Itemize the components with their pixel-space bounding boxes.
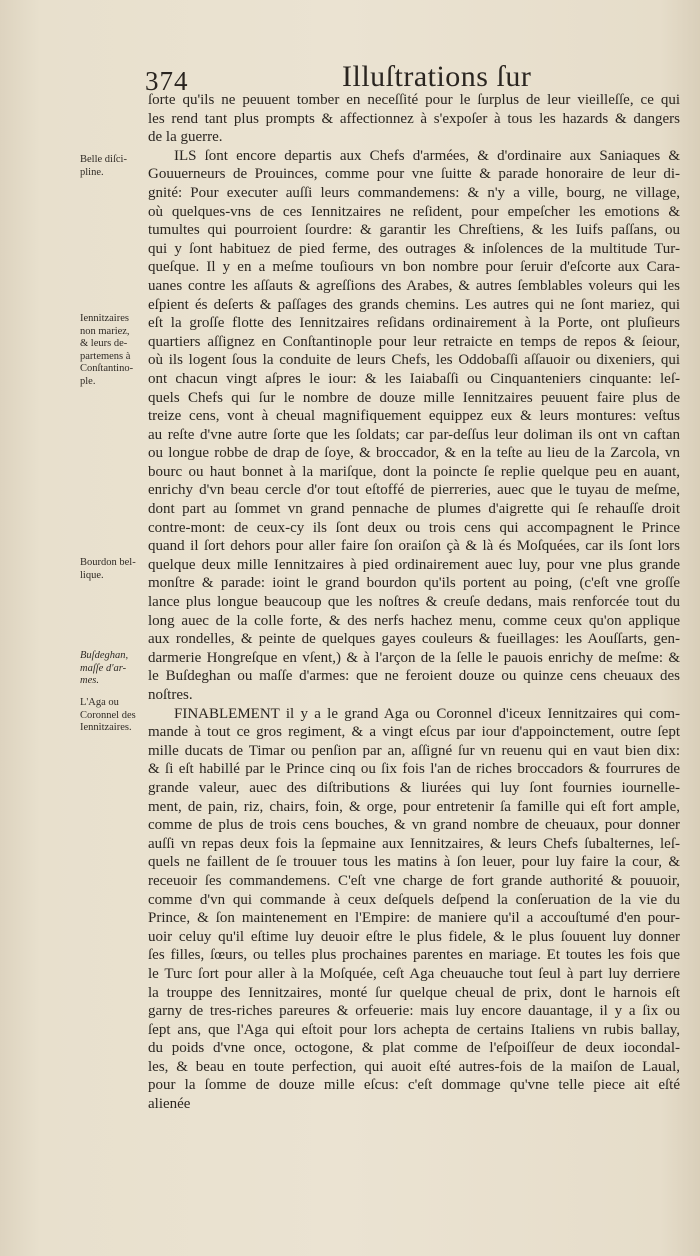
margin-note-line: Buſdeghan, xyxy=(80,650,129,661)
text-line: où ils logent ſous la conduite de leurs Chefs, les Oddobaſſi aſſauoir ou dixeniers, qui xyxy=(148,352,680,369)
text-line: grande valeur, auec des diſtributions & liurées qui luy ſont fournies iournelle- xyxy=(148,779,680,796)
running-title: Illuſtrations ſur xyxy=(342,60,532,93)
text-line: ment, de pain, riz, chairs, foin, & orge, pour entretenir ſa famille qui eſt fort ample, xyxy=(148,798,680,815)
text-line: dont part au ſommet vn grand pennache de plumes d'aigrette qui ſe rehauſſe droit xyxy=(148,501,680,518)
text-line: du poids d'vne once, octogone, & plat comme de l'eſpoiſſeur de deux iocondal- xyxy=(148,1040,680,1057)
margin-note-line: Conſtantino- xyxy=(80,363,134,374)
text-line: mande à tout ce gros regiment, & a vingt eſcus par iour d'appoinctement, outre ſept xyxy=(148,724,680,741)
text-line: mille ducats de Timar ou penſion par an, aſſigné ſur vn reuenu qui en vaut bien dix: xyxy=(148,742,680,759)
text-line: enrichy d'vn beau cercle d'or tout eſtoffé de pierreries, auec que le tuyau de meſme, xyxy=(148,482,680,499)
margin-note xyxy=(80,557,146,582)
margin-note-line: lique. xyxy=(80,569,104,581)
margin-note-line: Belle diſci- xyxy=(80,154,127,165)
text-line: les rend tant plus prompts & affectionnez à s'expoſer à tous les hazards & dangers xyxy=(148,110,680,127)
text-line: ou longue robbe de drap de ſoye, & broccador, & en la teſte au lieu de la Zarcola, vn xyxy=(148,445,680,462)
text-line: receuoir ſes commandemens. C'eſt vne charge de fort grande authorité & pouuoir, xyxy=(148,872,680,889)
text-line: garny de tres-riches pareures & orfeuerie: mais luy encore dauantage, il y a ſix ou xyxy=(148,1003,680,1020)
text-line: ont chacun vingt aſpres le iour: & les Iaiabaſſi ou Cinquanteniers cinquante: leſ- xyxy=(148,370,680,387)
text-line: alienée xyxy=(148,1096,191,1113)
margin-note xyxy=(80,697,146,735)
margin-note-line: non mariez, xyxy=(80,325,130,337)
text-line: bourc ou haut bonnet à la mariſque, dont la poincte ſe replie quelque peu en auant, xyxy=(148,463,680,480)
text-line: comme de plus de trois cens bouches, & vn grand nombre de cheuaux, pour donner xyxy=(148,817,680,834)
margin-note-line: L'Aga ou xyxy=(80,697,119,708)
text-line: darmerie Hongreſque en vſent,) & à l'arçon de la ſelle le pauois enrichy de meſme: & xyxy=(148,649,680,666)
margin-note-line: Iennitzaires xyxy=(80,313,129,324)
text-line: uoir celuy qu'il eſtime luy deuoir eſtre le plus fidele, & le plus ſouuent luy donner xyxy=(148,928,680,945)
text-line: lance plus longue beaucoup que les noſtres & creuſe dedans, mais renforcée tout du xyxy=(148,594,680,611)
margin-note-line: mes. xyxy=(80,675,99,686)
margin-note-line: & leurs de- xyxy=(80,338,128,349)
text-line: le Turc ſort pour aller à la Moſquée, ceſt Aga cheuauche tout ſeul à part luy derriere xyxy=(148,965,680,982)
text-line: FINABLEMENT il y a le grand Aga ou Coronnel d'iceux Iennitzaires qui com- xyxy=(174,705,680,722)
margin-note xyxy=(80,650,146,688)
text-line: gnité: Pour executer auſſi leurs commandemens: & n'y a ville, bourg, ne village, xyxy=(148,184,680,201)
margin-note-line: maſſe d'ar- xyxy=(80,662,127,674)
text-line: les, & beau en toute perfection, qui auoit eſté autres-fois de la maiſon de Laual, xyxy=(148,1058,680,1075)
text-line: monſtre & parade: ioint le grand bourdon qu'ils portent au poing, (c'eſt vne groſſe xyxy=(148,575,680,592)
text-line: long auec de la colle forte, & des nerfs hachez menu, comme ceux qu'on applique xyxy=(148,612,680,629)
text-line: queſque. Il y en a meſme touſiours vn bon nombre pour ſeruir d'eſcorte aux Cara- xyxy=(148,259,680,276)
margin-note xyxy=(80,154,146,179)
text-line: le Buſdeghan ou maſſe d'armes: que ne feroient douze ou quinze cens cheuaux des xyxy=(148,668,680,685)
text-line: noſtres. xyxy=(148,687,193,703)
margin-note-line: Iennitzaires. xyxy=(80,722,132,733)
text-line: quels ne faillent de ſe trouuer tous les matins à ſon leuer, pour luy faire la cour, & xyxy=(148,854,680,871)
text-line: eſt la groſſe flotte des Iennitzaires reſidans ordinairement à la Porte, ont pluſieurs xyxy=(148,315,680,332)
margin-note-line: pline. xyxy=(80,166,104,178)
margin-note-line: Bourdon bel- xyxy=(80,557,136,568)
page-number: 374 xyxy=(145,66,189,96)
margin-note-line: partemens à xyxy=(80,350,131,362)
margin-note-line: Coronnel des xyxy=(80,709,136,721)
text-line: ſept ans, que l'Aga qui eſtoit pour lors achepta de certains Italiens vn rubis ballay, xyxy=(148,1021,680,1038)
margin-note xyxy=(80,313,146,388)
text-line: où quelques-vns de ces Iennitzaires ne reſident, pour empeſcher les emotions & xyxy=(148,203,680,220)
text-line: ſorte qu'ils ne peuuent tomber en neceſſité pour le ſurplus de leur vieilleſſe, ce qui xyxy=(148,92,680,108)
text-line: quand il ſort dehors pour aller faire ſon oraiſon çà & là és Moſquées, car ils ſont lors xyxy=(148,538,680,555)
text-line: Prince, & ſon maintenement en l'Empire: de maniere qu'il a accouſtumé d'en pour- xyxy=(148,910,680,927)
text-line: treize cens, vont à cheual magnifiquement equippez eux & leurs montures: veſtus xyxy=(148,408,680,425)
text-line: ſes filles, ſœurs, ou telles plus prochaines parentes en mariage. Et toutes les fois que xyxy=(148,947,680,964)
text-line: uanes contre les aſſauts & agreſſions des Arabes, & autres ſemblables voleurs qui les xyxy=(148,277,680,294)
text-line: quartiers aſſignez en Conſtantinople pour leur retraicte en temps de repos & ſeiour, xyxy=(148,333,680,350)
body-text xyxy=(148,91,680,1114)
text-line: tumultes qui pourroient ſourdre: & garantir les Chreſtiens, & les Iuifs paſſans, ou xyxy=(148,222,680,239)
text-line: qui y ſont habituez de pied ferme, des outrages & inſolences de la multitude Tur- xyxy=(148,240,680,257)
text-line: aux rondelles, & peinte de quelques gayes couleurs & fueillages: les Aouſſarts, gen- xyxy=(148,631,680,648)
text-line: quels Chefs qui ſur le nombre de douze mille Iennitzaires peuuent faire plus de xyxy=(148,389,680,406)
text-line: eſpient és deſerts & paſſages des grands chemins. Les autres qui ne ſont mariez, qui xyxy=(148,296,680,313)
text-line: la trouppe des Iennitzaires, monté ſur quelque cheual de prix, dont le harnois eſt xyxy=(148,984,680,1001)
text-line: pour la ſomme de douze mille eſcus: c'eſt dommage qu'vne telle piece ait eſté xyxy=(148,1077,680,1094)
text-line: ILS ſont encore departis aux Chefs d'armées, & d'ordinaire aux Saniaques & xyxy=(174,147,680,164)
margin-note-line: ple. xyxy=(80,375,96,387)
text-line: au reſte d'vne autre ſorte que les ſoldats; car par-deſſus leur doliman ils ont vn caftan xyxy=(148,426,680,443)
text-line: auſſi vn repas deux fois la ſepmaine aux Iennitzaires, & leurs Chefs ſubalternes, leſ- xyxy=(148,835,680,852)
text-line: de la guerre. xyxy=(148,129,223,146)
text-line: & ſi eſt habillé par le Prince cinq ou ſix fois l'an de riches broccadors & fourrures de xyxy=(148,761,680,778)
text-line: Gouuerneurs de Prouinces, comme pour vne ſuitte & parade honoraire de leur di- xyxy=(148,166,680,183)
text-line: contre-mont: de ceux-cy ils ſont deux ou trois cens qui accompagnent le Prince xyxy=(148,519,680,536)
text-line: comme d'vn qui commande à ceux deſquels deſpend la conſeruation de la vie du xyxy=(148,891,680,908)
text-line: quelque deux mille Iennitzaires à pied ordinairement auec luy, pour vne plus grande xyxy=(148,556,680,573)
